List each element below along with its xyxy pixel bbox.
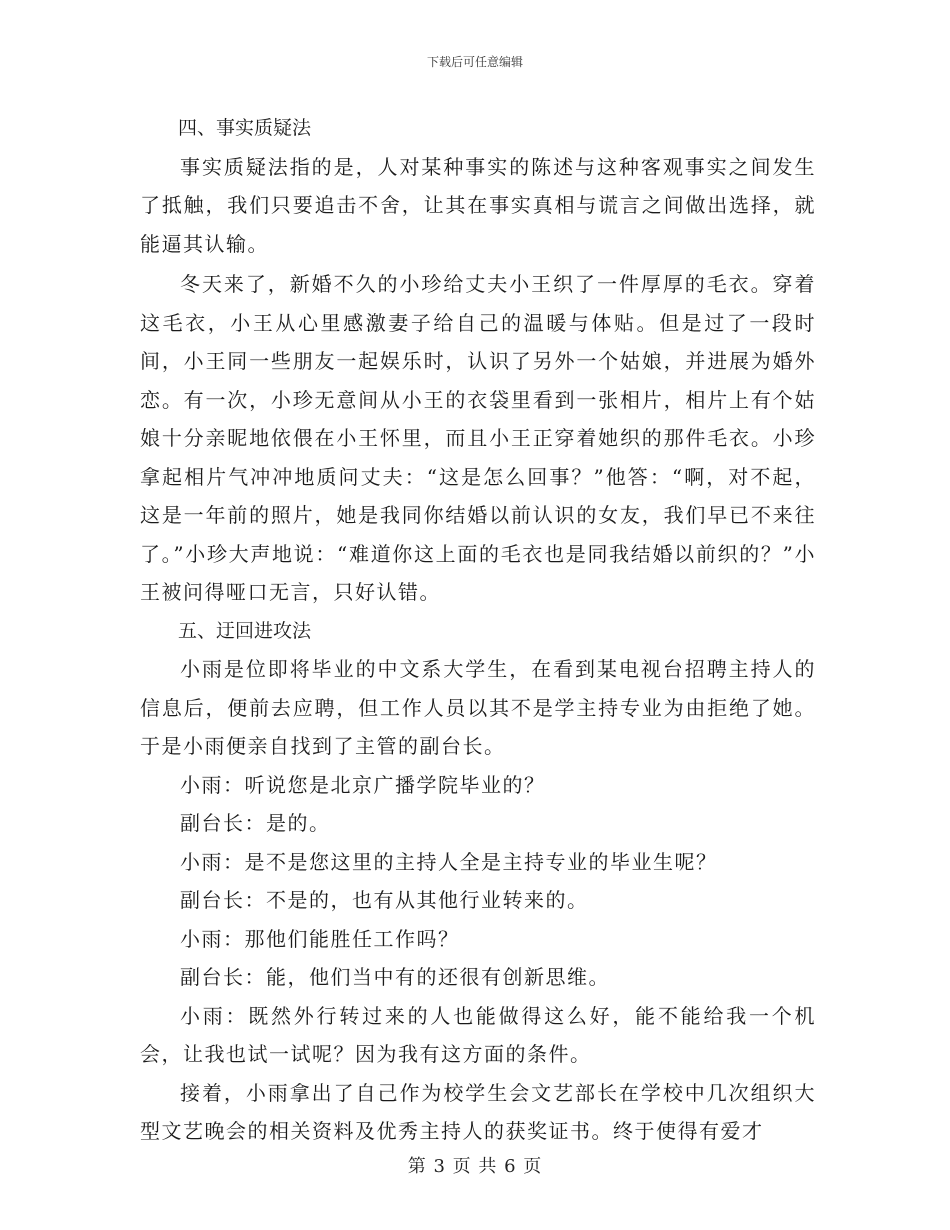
page-number: 第 3 页 共 6 页: [407, 1156, 543, 1177]
section-heading-5: 五、迂回进攻法: [178, 619, 312, 642]
paragraph-definition: 事实质疑法指的是，人对某种事实的陈述与这种客观事实之间发生了抵触，我们只要追击不舍，让其在事实真相与谎言之间做出选择，就能逼其认输。: [140, 154, 816, 256]
dialogue-line: 小雨：既然外行转过来的人也能做得这么好，能不能给我一个机会，让我也试一试呢？因为我有这方面的条件。: [140, 1003, 816, 1066]
paragraph-intro: 小雨是位即将毕业的中文系大学生，在看到某电视台招聘主持人的信息后，便前去应聘，但工作人员以其不是学主持专业为由拒绝了她。于是小雨便亲自找到了主管的副台长。: [140, 657, 816, 758]
page-header-note: 下载后可任意编辑: [426, 55, 523, 69]
paragraph-conclusion: 接着，小雨拿出了自己作为校学生会文艺部长在学校中几次组织大型文艺晚会的相关资料及优秀主持人的获奖证书。终于使得有爱才: [140, 1080, 816, 1143]
dialogue-line: 副台长：不是的，也有从其他行业转来的。: [180, 888, 589, 912]
dialogue-line: 副台长：能，他们当中有的还很有创新思维。: [180, 965, 610, 989]
dialogue-line: 小雨：是不是您这里的主持人全是主持专业的毕业生呢？: [180, 849, 718, 874]
dialogue-line: 小雨：那他们能胜任工作吗？: [180, 926, 460, 951]
dialogue-line: 副台长：是的。: [180, 811, 331, 835]
dialogue-line: 小雨：听说您是北京广播学院毕业的？: [180, 772, 546, 797]
document-body: [140, 109, 816, 1151]
section-heading-4: 四、事实质疑法: [178, 117, 312, 139]
paragraph-story: 冬天来了，新婚不久的小珍给丈夫小王织了一件厚厚的毛衣。穿着这毛衣，小王从心里感激妻子给自己的温暖与体贴。但是过了一段时间，小王同一些朋友一起娱乐时，认识了另外一个姑娘，并进展为婚外恋。有一次，小珍无意间从小王的衣袋里看到一张相片，相片上有个姑娘十分亲昵地依偎在小王怀里，而且小王正穿着她织的那件毛衣。小珍拿起相片气冲冲地质问丈夫：“这是怎么回事？”他答：“啊，对不起，这是一年前的照片，她是我同你结婚以前认识的女友，我们早已不来往了。”小珍大声地说：“难道你这上面的毛衣也是同我结婚以前织的？”小王被问得哑口无言，只好认错。: [140, 272, 816, 604]
